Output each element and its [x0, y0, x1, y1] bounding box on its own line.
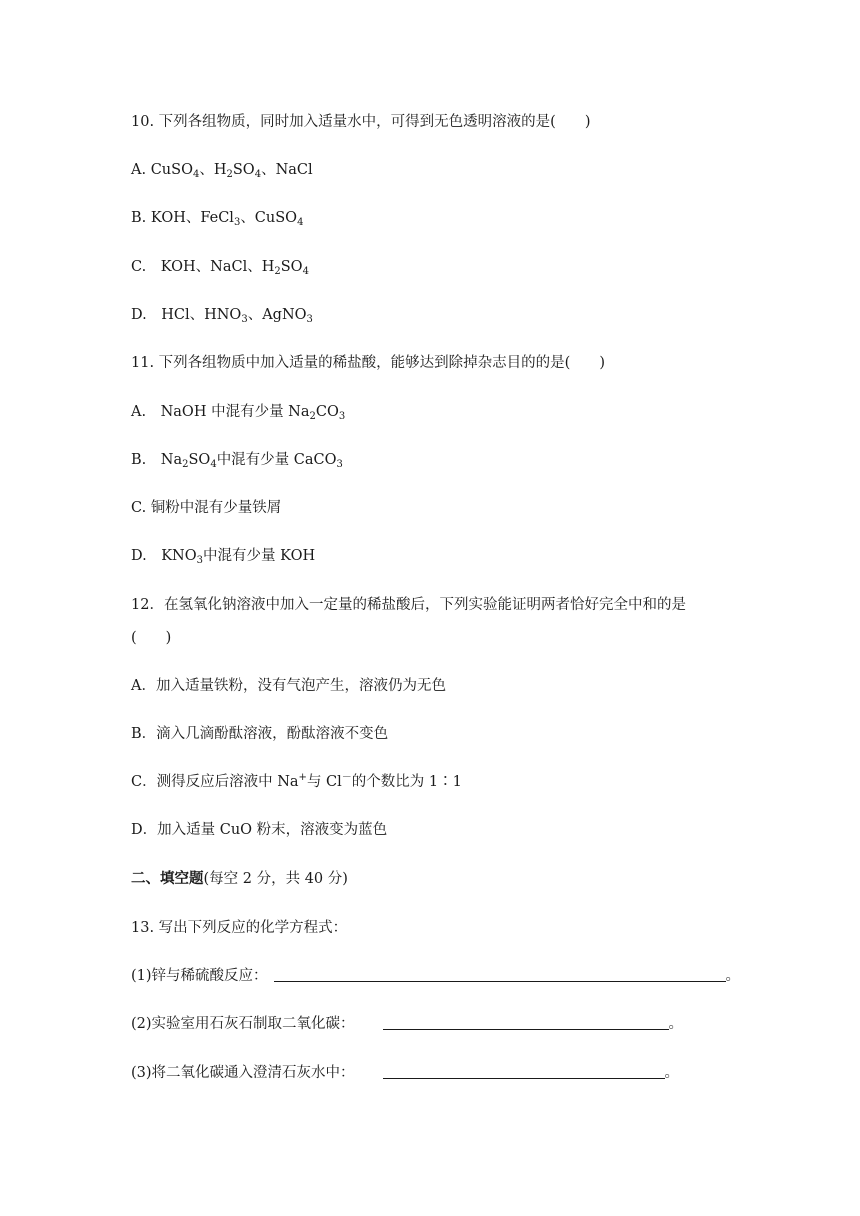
q13-part-2: (2)实验室用石灰石制取二氧化碳： 。	[131, 1016, 684, 1032]
q12-stem-line1: 12．在氢氧化钠溶液中加入一定量的稀盐酸后，下列实验能证明两者恰好完全中和的是	[131, 597, 686, 613]
answer-blank-1[interactable]	[274, 967, 726, 982]
q10-stem: 10. 下列各组物质，同时加入适量水中，可得到无色透明溶液的是( )	[131, 114, 591, 130]
q12-stem-line2: ( )	[131, 630, 172, 646]
answer-blank-2[interactable]	[383, 1015, 669, 1030]
q13-part-1: (1)锌与稀硫酸反应： 。	[131, 968, 741, 984]
q10-option-d: D. HCl、$HNO_3$、AgNO$_3$	[131, 307, 313, 325]
section-scoring: (每空 2 分，共 40 分)	[203, 871, 348, 887]
section-heading	[131, 869, 348, 889]
section-title: 二、填空题	[131, 870, 204, 887]
q11-stem: 11. 下列各组物质中加入适量的稀盐酸，能够达到除掉杂志目的的是( )	[131, 355, 605, 371]
q11-option-a: A. NaOH 中混有少量 $Na_2CO_3$	[131, 404, 346, 422]
q13-stem: 13. 写出下列反应的化学方程式：	[131, 920, 348, 936]
q11-option-c: C. 铜粉中混有少量铁屑	[131, 500, 282, 516]
q10-option-b: B. KOH、FeCl$_3$、CuSO$_4$	[131, 210, 304, 228]
q12-option-a: A．加入适量铁粉，没有气泡产生，溶液仍为无色	[131, 678, 446, 694]
q11-option-b: B. $Na_2SO_4$中混有少量 CaCO$_3$	[131, 452, 343, 470]
q13-part-3: (3)将二氧化碳通入澄清石灰水中： 。	[131, 1065, 680, 1081]
answer-blank-3[interactable]	[383, 1064, 665, 1079]
q12-option-c: C．测得反应后溶液中 Na+与 Cl－的个数比为 1∶1	[131, 772, 462, 790]
q12-option-b: B．滴入几滴酚酞溶液，酚酞溶液不变色	[131, 726, 389, 742]
q10-option-c: C. KOH、NaCl、$H_2SO_4$	[131, 259, 309, 277]
q10-option-a: A. CuSO$_4$、$H_2SO_4$、NaCl	[131, 162, 313, 180]
q11-option-d: D. $KNO_3$中混有少量 KOH	[131, 548, 316, 566]
q12-option-d: D．加入适量 CuO 粉末，溶液变为蓝色	[131, 822, 388, 838]
